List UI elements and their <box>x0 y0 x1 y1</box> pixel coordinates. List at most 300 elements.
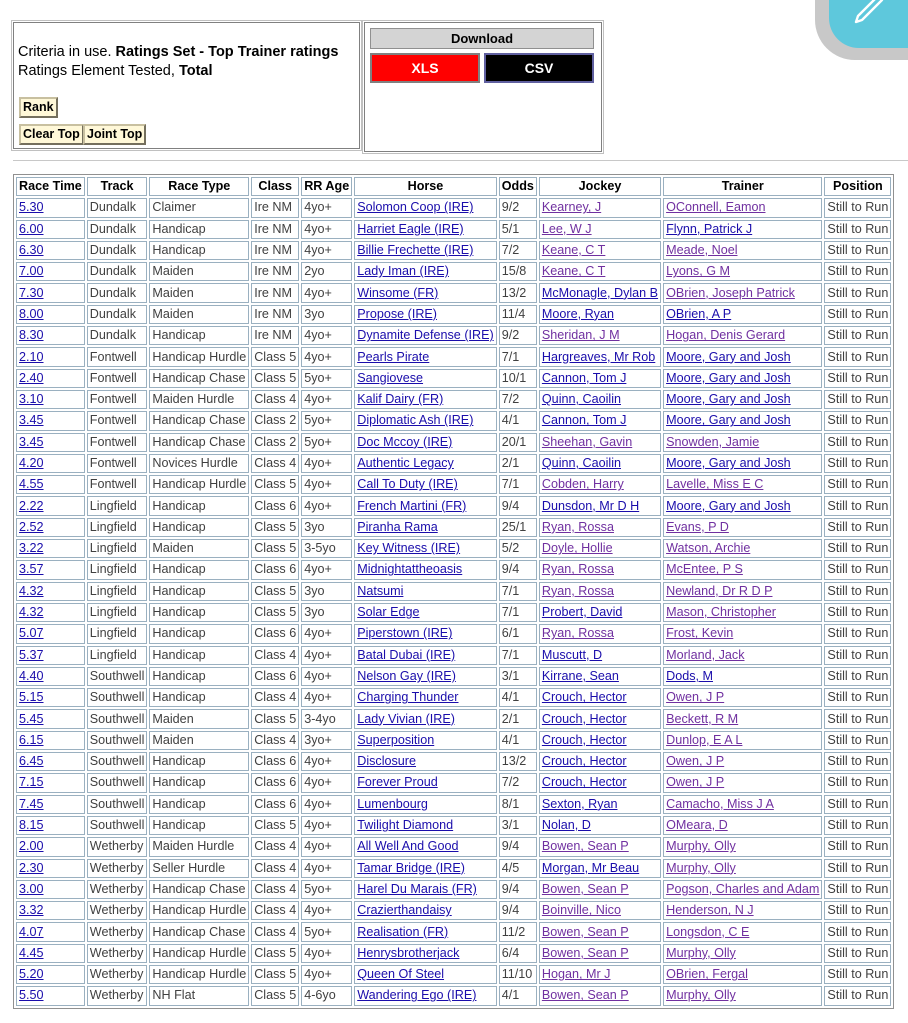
race-time-link[interactable]: 8.00 <box>19 306 44 321</box>
horse-link[interactable]: Midnightattheoasis <box>357 562 463 577</box>
class-cell: Class 4 <box>251 859 299 878</box>
race-time-cell <box>16 283 85 302</box>
position-cell: Still to Run <box>824 837 891 856</box>
table-row <box>16 220 891 239</box>
trainer-link[interactable]: McEntee, P S <box>666 562 743 577</box>
race-type-cell: Maiden <box>149 731 249 750</box>
trainer-link[interactable]: Moore, Gary and Josh <box>666 413 791 428</box>
horse-cell <box>354 603 496 622</box>
trainer-link[interactable]: Moore, Gary and Josh <box>666 456 791 470</box>
download-title: Download <box>370 28 594 49</box>
race-time-link[interactable]: 4.07 <box>19 924 44 939</box>
jockey-link[interactable]: Boinville, Nico <box>541 903 621 918</box>
trainer-link[interactable]: Morland, Jack <box>666 647 745 662</box>
clear-top-button[interactable]: Clear Top <box>19 124 84 145</box>
race-type-cell: Maiden <box>149 539 249 558</box>
horse-link[interactable]: Dynamite Defense (IRE) <box>357 328 494 343</box>
jockey-link[interactable]: Cannon, Tom J <box>541 413 627 428</box>
horse-link[interactable]: Henrysbrotherjack <box>357 945 460 960</box>
table-row <box>16 731 891 750</box>
horse-link[interactable]: Natsumi <box>357 583 404 598</box>
race-time-cell <box>16 965 85 984</box>
jockey-cell <box>539 241 661 260</box>
horse-link[interactable]: Lumenbourg <box>357 796 428 811</box>
race-time-link[interactable]: 2.22 <box>19 498 44 513</box>
horse-link[interactable]: Kalif Dairy (FR) <box>357 392 444 407</box>
race-time-link[interactable]: 3.45 <box>19 434 44 449</box>
odds-cell: 4/5 <box>499 859 537 878</box>
ratings-set: Ratings Set - Top Trainer ratings <box>115 44 339 60</box>
rr-age-cell: 4yo+ <box>301 241 352 260</box>
race-time-link[interactable]: 8.30 <box>19 328 44 343</box>
jockey-link[interactable]: Crouch, Hector <box>541 732 627 747</box>
trainer-link[interactable]: OBrien, Fergal <box>666 967 748 982</box>
trainer-link[interactable]: Evans, P D <box>666 519 729 534</box>
race-time-link[interactable]: 4.55 <box>19 477 44 492</box>
position-cell: Still to Run <box>824 688 891 707</box>
jockey-cell <box>539 560 661 579</box>
race-time-link[interactable]: 5.37 <box>19 647 44 662</box>
trainer-cell <box>663 816 822 835</box>
race-time-link[interactable]: 4.20 <box>19 456 44 470</box>
jockey-link[interactable]: Ryan, Rossa <box>541 519 614 534</box>
trainer-link[interactable]: OBrien, Joseph Patrick <box>666 285 795 300</box>
trainer-cell <box>663 369 822 388</box>
race-type-cell: Maiden <box>149 262 249 281</box>
horse-link[interactable]: Crazierthandaisy <box>357 903 452 918</box>
position-cell: Still to Run <box>824 347 891 366</box>
race-time-link[interactable]: 3.32 <box>19 903 44 918</box>
horse-link[interactable]: Call To Duty (IRE) <box>357 477 458 492</box>
table-row <box>16 709 891 728</box>
horse-cell <box>354 347 496 366</box>
horse-link[interactable]: Solomon Coop (IRE) <box>357 200 474 215</box>
race-time-link[interactable]: 3.00 <box>19 881 44 896</box>
position-cell: Still to Run <box>824 369 891 388</box>
track-cell: Southwell <box>87 816 148 835</box>
track-cell: Fontwell <box>87 454 148 473</box>
divider <box>13 160 908 161</box>
odds-cell: 7/1 <box>499 603 537 622</box>
race-time-cell <box>16 986 85 1005</box>
trainer-cell <box>663 731 822 750</box>
criteria-prefix: Criteria in use. <box>18 44 116 60</box>
jockey-link[interactable]: Hargreaves, Mr Rob <box>541 349 656 364</box>
position-cell: Still to Run <box>824 262 891 281</box>
race-time-link[interactable]: 2.00 <box>19 839 44 854</box>
race-time-link[interactable]: 3.22 <box>19 541 44 556</box>
race-type-cell: Handicap Chase <box>149 369 249 388</box>
class-cell: Ire NM <box>251 220 299 239</box>
rr-age-cell: 4yo+ <box>301 646 352 665</box>
horse-link[interactable]: Pearls Pirate <box>357 349 430 364</box>
race-type-cell: Handicap <box>149 220 249 239</box>
odds-cell: 9/4 <box>499 880 537 899</box>
track-cell: Fontwell <box>87 411 148 430</box>
trainer-link[interactable]: Watson, Archie <box>666 541 751 556</box>
trainer-cell <box>663 220 822 239</box>
trainer-link[interactable]: Owen, J P <box>666 690 725 705</box>
trainer-link[interactable]: Murphy, Olly <box>666 988 736 1003</box>
jockey-link[interactable]: Keane, C T <box>541 243 606 258</box>
jockey-cell <box>539 922 661 941</box>
race-time-link[interactable]: 5.30 <box>19 200 44 215</box>
horse-link[interactable]: Harriet Eagle (IRE) <box>357 221 464 236</box>
horse-link[interactable]: Wandering Ego (IRE) <box>357 988 477 1003</box>
jockey-link[interactable]: Ryan, Rossa <box>541 626 614 641</box>
horse-cell <box>354 944 496 963</box>
jockey-link[interactable]: Bowen, Sean P <box>541 924 629 939</box>
table-row <box>16 539 891 558</box>
csv-download-button[interactable]: CSV <box>484 53 594 83</box>
jockey-cell <box>539 582 661 601</box>
race-time-cell <box>16 220 85 239</box>
horse-link[interactable]: Sangiovese <box>357 370 424 385</box>
race-time-link[interactable]: 5.20 <box>19 967 44 982</box>
trainer-link[interactable]: Frost, Kevin <box>666 626 734 641</box>
rr-age-cell: 4yo+ <box>301 390 352 409</box>
horse-link[interactable]: Twilight Diamond <box>357 818 454 833</box>
horse-link[interactable]: Nelson Gay (IRE) <box>357 668 456 683</box>
jockey-link[interactable]: Bowen, Sean P <box>541 945 629 960</box>
odds-cell: 25/1 <box>499 518 537 537</box>
table-row <box>16 603 891 622</box>
class-cell: Class 5 <box>251 582 299 601</box>
race-time-link[interactable]: 7.00 <box>19 264 44 279</box>
trainer-link[interactable]: Snowden, Jamie <box>666 434 760 449</box>
race-type-cell: Handicap <box>149 688 249 707</box>
header-trainer: Trainer <box>663 177 822 196</box>
race-time-cell <box>16 539 85 558</box>
trainer-link[interactable]: Pogson, Charles and Adam <box>666 881 820 896</box>
race-time-link[interactable]: 2.40 <box>19 370 44 385</box>
jockey-link[interactable]: Nolan, D <box>541 818 591 833</box>
race-time-cell <box>16 369 85 388</box>
position-cell: Still to Run <box>824 411 891 430</box>
horse-cell <box>354 667 496 686</box>
horse-cell <box>354 795 496 814</box>
race-time-link[interactable]: 3.45 <box>19 413 44 428</box>
horse-link[interactable]: Lady Vivian (IRE) <box>357 711 455 726</box>
criteria-panel <box>13 22 360 149</box>
trainer-link[interactable]: Flynn, Patrick J <box>666 221 753 236</box>
rr-age-cell: 4yo+ <box>301 965 352 984</box>
trainer-link[interactable]: OBrien, A P <box>666 306 732 321</box>
jockey-cell <box>539 454 661 473</box>
horse-link[interactable]: Disclosure <box>357 754 417 769</box>
race-time-link[interactable]: 7.30 <box>19 285 44 300</box>
jockey-link[interactable]: Cobden, Harry <box>541 477 624 492</box>
horse-cell <box>354 922 496 941</box>
horse-link[interactable]: Batal Dubai (IRE) <box>357 647 456 662</box>
trainer-link[interactable]: Murphy, Olly <box>666 860 736 875</box>
odds-cell: 2/1 <box>499 454 537 473</box>
table-row <box>16 816 891 835</box>
xls-download-button[interactable]: XLS <box>370 53 480 83</box>
race-time-cell <box>16 646 85 665</box>
trainer-link[interactable]: Moore, Gary and Josh <box>666 498 791 513</box>
race-time-link[interactable]: 7.15 <box>19 775 44 790</box>
race-type-cell: Handicap Chase <box>149 880 249 899</box>
position-cell: Still to Run <box>824 944 891 963</box>
jockey-link[interactable]: Crouch, Hector <box>541 754 627 769</box>
header-position: Position <box>824 177 891 196</box>
horse-link[interactable]: Charging Thunder <box>357 690 459 705</box>
race-time-link[interactable]: 4.45 <box>19 945 44 960</box>
race-time-link[interactable]: 6.00 <box>19 221 44 236</box>
jockey-link[interactable]: Sheehan, Gavin <box>541 434 633 449</box>
class-cell: Class 6 <box>251 667 299 686</box>
jockey-link[interactable]: Ryan, Rossa <box>541 562 614 577</box>
race-time-cell <box>16 880 85 899</box>
trainer-link[interactable]: Lyons, G M <box>666 264 731 279</box>
horse-link[interactable]: Authentic Legacy <box>357 456 454 470</box>
position-cell: Still to Run <box>824 773 891 792</box>
race-type-cell: Handicap <box>149 326 249 345</box>
race-time-link[interactable]: 8.15 <box>19 818 44 833</box>
trainer-link[interactable]: Meade, Noel <box>666 243 738 258</box>
horse-link[interactable]: Superposition <box>357 732 435 747</box>
race-time-link[interactable]: 5.07 <box>19 626 44 641</box>
rr-age-cell: 4yo+ <box>301 667 352 686</box>
jockey-link[interactable]: Cannon, Tom J <box>541 370 627 385</box>
race-type-cell: Handicap Chase <box>149 922 249 941</box>
trainer-link[interactable]: Owen, J P <box>666 754 725 769</box>
position-cell: Still to Run <box>824 241 891 260</box>
rr-age-cell: 3yo <box>301 305 352 324</box>
race-time-link[interactable]: 4.40 <box>19 668 44 683</box>
race-time-link[interactable]: 6.15 <box>19 732 44 747</box>
horse-link[interactable]: Piranha Rama <box>357 519 438 534</box>
race-time-link[interactable]: 3.57 <box>19 562 44 577</box>
jockey-cell <box>539 220 661 239</box>
horse-cell <box>354 880 496 899</box>
rr-age-cell: 5yo+ <box>301 880 352 899</box>
jockey-link[interactable]: Bowen, Sean P <box>541 881 629 896</box>
position-cell: Still to Run <box>824 922 891 941</box>
rr-age-cell: 4yo+ <box>301 624 352 643</box>
trainer-link[interactable]: Moore, Gary and Josh <box>666 370 791 385</box>
rr-age-cell: 3-4yo <box>301 709 352 728</box>
odds-cell: 5/2 <box>499 539 537 558</box>
class-cell: Ire NM <box>251 241 299 260</box>
race-time-link[interactable]: 4.32 <box>19 605 44 620</box>
jockey-cell <box>539 752 661 771</box>
horse-link[interactable]: Key Witness (IRE) <box>357 541 461 556</box>
trainer-cell <box>663 752 822 771</box>
race-type-cell: Handicap Hurdle <box>149 965 249 984</box>
jockey-link[interactable]: Sexton, Ryan <box>541 796 618 811</box>
trainer-cell <box>663 305 822 324</box>
trainer-cell <box>663 922 822 941</box>
rank-button[interactable]: Rank <box>19 97 58 118</box>
horse-link[interactable]: French Martini (FR) <box>357 498 467 513</box>
race-time-cell <box>16 454 85 473</box>
jockey-link[interactable]: Morgan, Mr Beau <box>541 860 640 875</box>
joint-top-button[interactable]: Joint Top <box>83 124 146 145</box>
race-time-link[interactable]: 3.10 <box>19 392 44 407</box>
horse-link[interactable]: All Well And Good <box>357 839 459 854</box>
race-time-link[interactable]: 4.32 <box>19 583 44 598</box>
odds-cell: 11/4 <box>499 305 537 324</box>
track-cell: Dundalk <box>87 262 148 281</box>
trainer-link[interactable]: Hogan, Denis Gerard <box>666 328 786 343</box>
odds-cell: 7/2 <box>499 773 537 792</box>
horse-link[interactable]: Diplomatic Ash (IRE) <box>357 413 474 428</box>
trainer-link[interactable]: Camacho, Miss J A <box>666 796 774 811</box>
trainer-link[interactable]: Lavelle, Miss E C <box>666 477 764 492</box>
jockey-link[interactable]: Keane, C T <box>541 264 606 279</box>
trainer-link[interactable]: Dods, M <box>666 668 713 683</box>
rr-age-cell: 3yo <box>301 518 352 537</box>
position-cell: Still to Run <box>824 582 891 601</box>
jockey-cell <box>539 880 661 899</box>
horse-cell <box>354 369 496 388</box>
trainer-link[interactable]: Newland, Dr R D P <box>666 583 773 598</box>
jockey-link[interactable]: Hogan, Mr J <box>541 967 611 982</box>
odds-cell: 13/2 <box>499 752 537 771</box>
class-cell: Ire NM <box>251 283 299 302</box>
horse-link[interactable]: Realisation (FR) <box>357 924 449 939</box>
race-time-link[interactable]: 6.45 <box>19 754 44 769</box>
race-time-link[interactable]: 5.15 <box>19 690 44 705</box>
track-cell: Fontwell <box>87 390 148 409</box>
jockey-cell <box>539 347 661 366</box>
horse-link[interactable]: Tamar Bridge (IRE) <box>357 860 465 875</box>
race-time-cell <box>16 411 85 430</box>
trainer-link[interactable]: Murphy, Olly <box>666 839 736 854</box>
rr-age-cell: 3yo <box>301 582 352 601</box>
track-cell: Southwell <box>87 667 148 686</box>
jockey-link[interactable]: Muscutt, D <box>541 647 603 662</box>
race-type-cell: Maiden <box>149 305 249 324</box>
horse-link[interactable]: Winsome (FR) <box>357 285 439 300</box>
race-type-cell: Handicap <box>149 496 249 515</box>
table-row <box>16 880 891 899</box>
trainer-link[interactable]: Mason, Christopher <box>666 605 776 620</box>
horse-cell <box>354 475 496 494</box>
rr-age-cell: 4yo+ <box>301 795 352 814</box>
race-time-link[interactable]: 2.10 <box>19 349 44 364</box>
jockey-link[interactable]: Doyle, Hollie <box>541 541 613 556</box>
track-cell: Wetherby <box>87 965 148 984</box>
race-time-link[interactable]: 2.30 <box>19 860 44 875</box>
track-cell: Wetherby <box>87 922 148 941</box>
position-cell: Still to Run <box>824 305 891 324</box>
table-row <box>16 944 891 963</box>
jockey-link[interactable]: Sheridan, J M <box>541 328 620 343</box>
horse-link[interactable]: Forever Proud <box>357 775 438 790</box>
race-time-cell <box>16 731 85 750</box>
class-cell: Ire NM <box>251 198 299 217</box>
jockey-link[interactable]: Bowen, Sean P <box>541 988 629 1003</box>
horse-link[interactable]: Lady Iman (IRE) <box>357 264 449 279</box>
track-cell: Fontwell <box>87 433 148 452</box>
race-type-cell: Handicap Chase <box>149 433 249 452</box>
position-cell: Still to Run <box>824 624 891 643</box>
horse-cell <box>354 560 496 579</box>
horse-link[interactable]: Solar Edge <box>357 605 420 620</box>
jockey-link[interactable]: Quinn, Caoilin <box>541 456 621 470</box>
race-time-cell <box>16 688 85 707</box>
race-time-link[interactable]: 2.52 <box>19 519 44 534</box>
jockey-cell <box>539 816 661 835</box>
position-cell: Still to Run <box>824 816 891 835</box>
trainer-link[interactable]: Dunlop, E A L <box>666 732 743 747</box>
horse-link[interactable]: Propose (IRE) <box>357 306 438 321</box>
trainer-link[interactable]: Henderson, N J <box>666 903 754 918</box>
trainer-link[interactable]: Beckett, R M <box>666 711 739 726</box>
horse-link[interactable]: Billie Frechette (IRE) <box>357 243 474 258</box>
rr-age-cell: 4yo+ <box>301 220 352 239</box>
jockey-link[interactable]: Crouch, Hector <box>541 711 627 726</box>
position-cell: Still to Run <box>824 326 891 345</box>
jockey-cell <box>539 518 661 537</box>
rr-age-cell: 4yo+ <box>301 347 352 366</box>
horse-cell <box>354 965 496 984</box>
race-time-cell <box>16 944 85 963</box>
jockey-cell <box>539 965 661 984</box>
horse-cell <box>354 283 496 302</box>
race-time-link[interactable]: 6.30 <box>19 243 44 258</box>
jockey-link[interactable]: Kirrane, Sean <box>541 668 619 683</box>
race-time-link[interactable]: 5.50 <box>19 988 44 1003</box>
horse-cell <box>354 518 496 537</box>
jockey-link[interactable]: Dunsdon, Mr D H <box>541 498 640 513</box>
jockey-link[interactable]: Lee, W J <box>541 221 592 236</box>
table-row <box>16 859 891 878</box>
jockey-link[interactable]: Crouch, Hector <box>541 775 627 790</box>
trainer-link[interactable]: OMeara, D <box>666 818 728 833</box>
trainer-link[interactable]: Owen, J P <box>666 775 725 790</box>
race-type-cell: Handicap <box>149 816 249 835</box>
horse-link[interactable]: Piperstown (IRE) <box>357 626 453 641</box>
horse-cell <box>354 731 496 750</box>
track-cell: Lingfield <box>87 646 148 665</box>
trainer-link[interactable]: Longsdon, C E <box>666 924 750 939</box>
jockey-link[interactable]: Moore, Ryan <box>541 306 614 321</box>
jockey-link[interactable]: Ryan, Rossa <box>541 583 614 598</box>
race-type-cell: Handicap <box>149 241 249 260</box>
jockey-link[interactable]: Probert, David <box>541 605 623 620</box>
jockey-link[interactable]: Quinn, Caoilin <box>541 392 621 407</box>
race-time-link[interactable]: 7.45 <box>19 796 44 811</box>
trainer-link[interactable]: OConnell, Eamon <box>666 200 766 215</box>
race-time-link[interactable]: 5.45 <box>19 711 44 726</box>
odds-cell: 9/2 <box>499 198 537 217</box>
jockey-cell <box>539 369 661 388</box>
position-cell: Still to Run <box>824 283 891 302</box>
odds-cell: 5/1 <box>499 220 537 239</box>
jockey-link[interactable]: McMonagle, Dylan B <box>541 285 659 300</box>
trainer-link[interactable]: Murphy, Olly <box>666 945 736 960</box>
jockey-link[interactable]: Bowen, Sean P <box>541 839 629 854</box>
track-cell: Southwell <box>87 709 148 728</box>
horse-link[interactable]: Harel Du Marais (FR) <box>357 881 477 896</box>
horse-cell <box>354 454 496 473</box>
class-cell: Class 5 <box>251 986 299 1005</box>
horse-link[interactable]: Queen Of Steel <box>357 967 445 982</box>
jockey-link[interactable]: Kearney, J <box>541 200 602 215</box>
trainer-link[interactable]: Moore, Gary and Josh <box>666 392 791 407</box>
horse-link[interactable]: Doc Mccoy (IRE) <box>357 434 453 449</box>
trainer-cell <box>663 795 822 814</box>
trainer-link[interactable]: Moore, Gary and Josh <box>666 349 791 364</box>
track-cell: Fontwell <box>87 347 148 366</box>
odds-cell: 7/1 <box>499 475 537 494</box>
jockey-link[interactable]: Crouch, Hector <box>541 690 627 705</box>
trainer-cell <box>663 646 822 665</box>
